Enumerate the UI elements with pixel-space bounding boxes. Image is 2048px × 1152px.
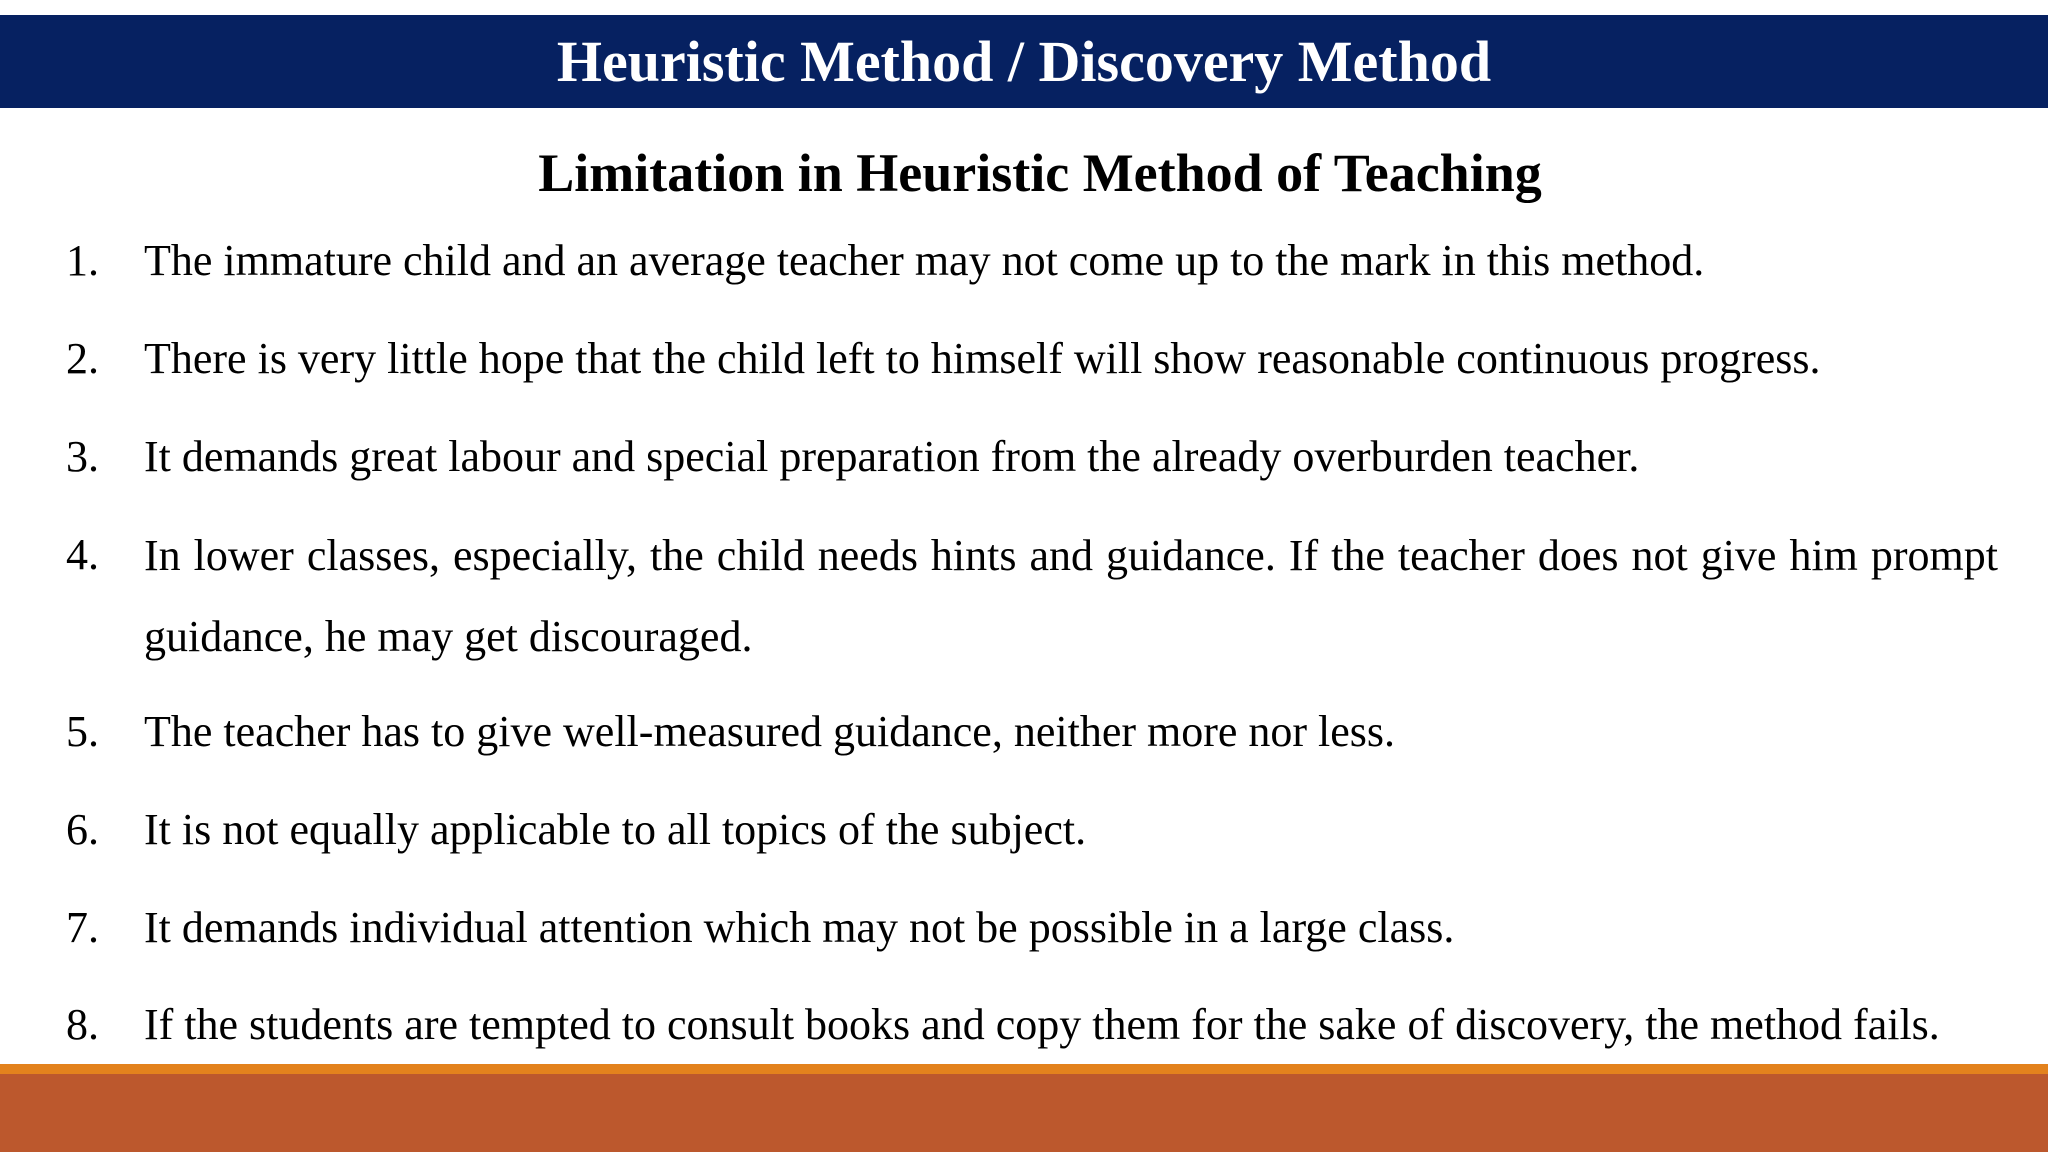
header-band: [0, 15, 2048, 108]
footer-divider-line: [0, 1064, 2048, 1074]
list-item-number: 2.: [66, 334, 99, 383]
slide-subtitle: Limitation in Heuristic Method of Teaching: [538, 143, 1542, 203]
list-item-text: There is very little hope that the child left to himself will show reasonable continuous progress.: [144, 334, 1821, 383]
list-item-text: If the students are tempted to consult books and copy them for the sake of discovery, the method fails.: [144, 1000, 1940, 1049]
list-item-text: The immature child and an average teacher may not come up to the mark in this method.: [144, 236, 1705, 285]
list-item-text: In lower classes, especially, the child needs hints and guidance. If the teacher does not give him prompt guidance, he may get discouraged.: [144, 531, 1998, 661]
list-item-number: 5.: [66, 707, 99, 756]
slide-title: Heuristic Method / Discovery Method: [556, 28, 1492, 94]
list-item-text: It demands great labour and special preparation from the already overburden teacher.: [144, 432, 1640, 481]
list-item-number: 7.: [66, 903, 99, 952]
list-item-number: 8.: [66, 1000, 99, 1049]
list-item-number: 4.: [66, 530, 99, 579]
footer-band: [0, 1074, 2048, 1152]
list-item-text: The teacher has to give well-measured guidance, neither more nor less.: [144, 707, 1396, 756]
list-item-text: It demands individual attention which may not be possible in a large class.: [144, 903, 1455, 952]
list-item-text: It is not equally applicable to all topics of the subject.: [144, 805, 1087, 854]
list-item-number: 1.: [66, 236, 99, 285]
list-item-number: 6.: [66, 805, 99, 854]
list-item-number: 3.: [66, 432, 99, 481]
